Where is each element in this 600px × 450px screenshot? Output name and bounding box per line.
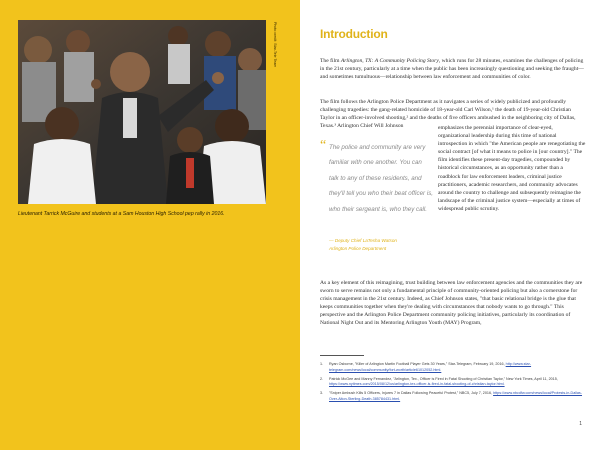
attribution-name: — Deputy Chief LaTesha Watson — [329, 238, 397, 243]
rally-photo — [18, 20, 266, 204]
footnote-2 — [320, 377, 582, 388]
footnote-text: Patrick McGee and Manny Fernandez, "Arlington, Tex., Officer is Fired in Fatal Shooting of Christian Taylor," New York Times, April 11, 2015, — [329, 376, 558, 381]
p1-pre: The film — [320, 58, 341, 64]
footnote-3 — [320, 391, 582, 402]
footnote-link[interactable]: https://www.nbcdfw.com/news/local/Protests-in-Dallas-Over-Alton-Sterling-Death-385784431.html. — [329, 391, 583, 401]
footnote-text: Ryan Osborne, "Killer of Arlington Martin Football Player Gets 30 Years," Star-Telegram, February 19, 2016, — [329, 362, 505, 366]
page-number: 1 — [579, 421, 582, 427]
footnote-number: 2. — [320, 376, 324, 381]
footnote-1 — [320, 362, 582, 373]
attribution-org: Arlington Police Department — [329, 245, 387, 251]
pull-quote-attribution — [329, 237, 433, 252]
pull-quote-text: The police and community are very familiar with one another. You can talk to any of these residents, and they'll tell you who their beat officer is, who their sergeant is, who they call. — [329, 144, 434, 213]
intro-paragraph-2: The film follows the Arlington Police Department as it navigates a series of widely publicized and profoundly challenging tragedies: the gang-related homicide of 18-year-old Carl Wilson,¹ the death of 19-year-old Christian Taylor in an officer-involved shooting,² and the deaths of five officers ambushed in the neighboring city of Dallas, Texas.³ Arlington Chief Will Johnson — [320, 99, 576, 130]
photo-caption: Lieutenant Tarrick McGuire and students at a Sam Houston High School pep rally in 2016. — [18, 211, 225, 217]
footnote-text: "Sniper Ambush Kills 5 Officers, Injures 7 in Dallas Following Peaceful Protest," NBC5, July 7, 2016, — [329, 391, 493, 396]
right-page — [300, 0, 600, 450]
intro-paragraph-1 — [320, 57, 586, 81]
intro-paragraph-3: As a key element of this reimagining, trust building between law enforcement agencies and the communities they are sworn to serve remains not only a fundamental principle of community-oriented policing but also a cornerstone for crisis management in the 21st century. Indeed, as Chief Johnson states, "that basic relational bridge is the glue that keeps communities together when they're dealing with circumstances that nobody wants to go through." This perspective and the Arlington Police Department community policing initiatives, particularly its coordination of National Night Out and its Mentoring Arlington Youth (MAY) Program, — [320, 280, 583, 327]
footnote-link[interactable]: https://www.nytimes.com/2015/08/12/us/arlington-tex-officer-is-fired-in-fatal-shooting-of-christian-taylor.html. — [329, 382, 505, 387]
intro-paragraph-2-continued: emphasizes the perennial importance of clear-eyed, organizational leadership during this time of national introspection in which "the American people are renegotiating the social contract [of what it means to police in [our country]." The film identifies these present-day tragedies, compounded by historical circumstances, as an opportunity rather than a roadblock for law enforcement leaders, criminal justice practitioners, academic researchers, and community advocates around the country to challenge and subsequently reimagine the landscape of the criminal justice system—especially at times of widespread public scrutiny. — [438, 125, 586, 212]
footnote-link[interactable]: http://www.star-telegram.com/news/local/community/fort-worth/article61012052.html. — [329, 362, 532, 372]
quote-mark-icon: “ — [320, 138, 327, 153]
footnotes-list — [320, 362, 582, 406]
rally-photo-illustration — [18, 20, 266, 204]
photo-credit: Photo credit: Star-Tele Team — [273, 22, 277, 68]
p1-post: , which runs for 28 minutes, examines the challenges of policing in the 21st century, particularly at a time when the public has been increasingly questioning and seeking the fraught—and sometimes tumultuous—relationship between law enforcement and communities of color. — [320, 58, 584, 81]
footnote-divider — [320, 355, 364, 356]
film-title: Arlington, TX: A Community Policing Story — [340, 58, 439, 64]
footnote-number: 1. — [320, 362, 324, 366]
page-title: Introduction — [320, 27, 388, 41]
footnote-number: 3. — [320, 391, 324, 396]
